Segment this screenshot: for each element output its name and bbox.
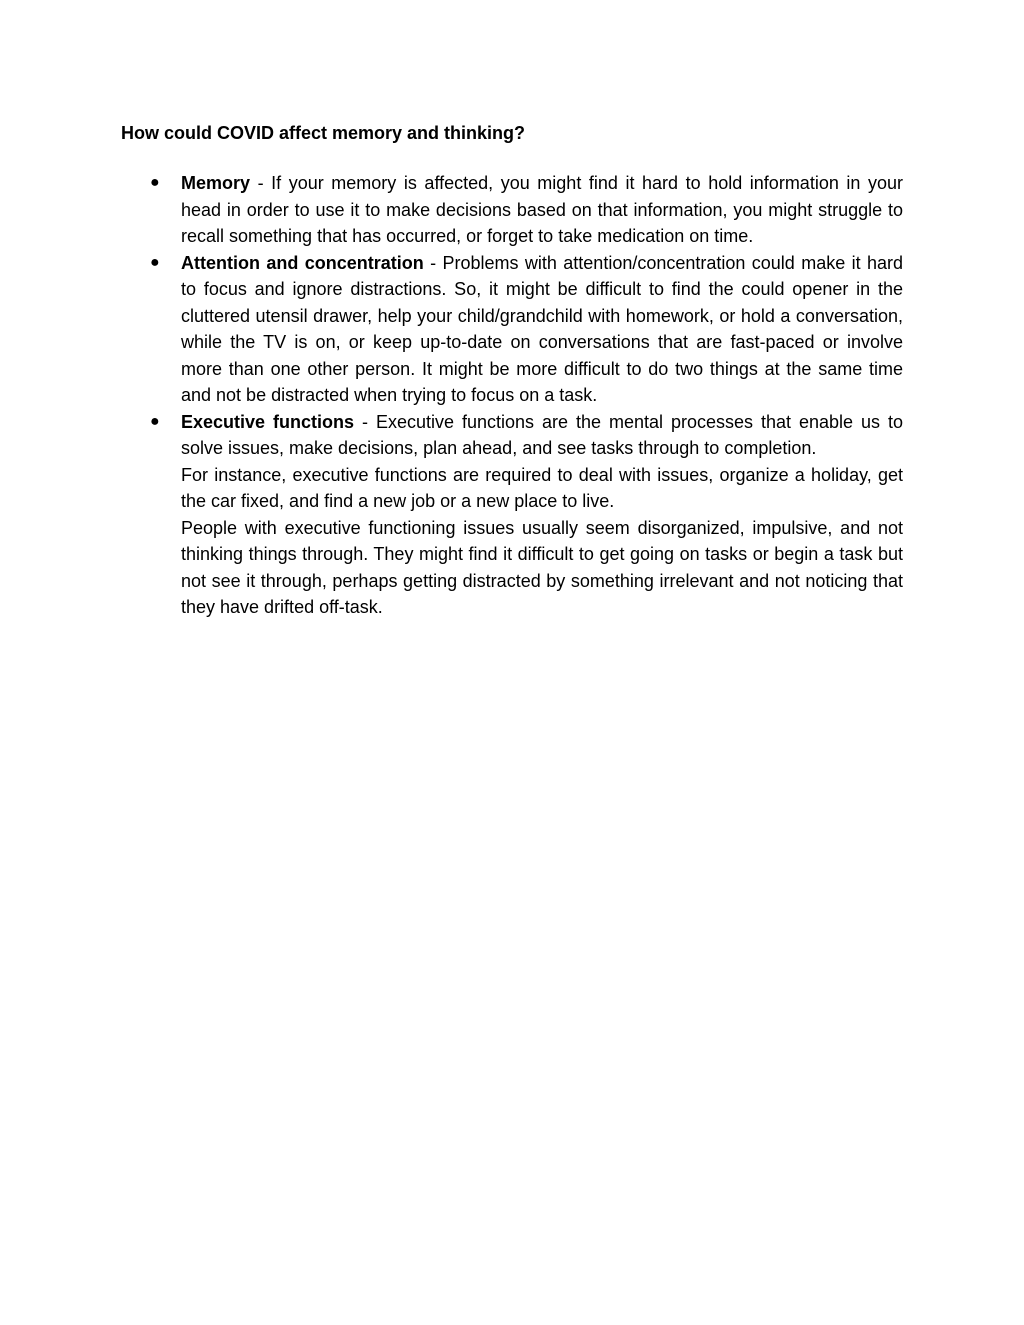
list-item-paragraph: For instance, executive functions are required to deal with issues, organize a holiday, get the car fixed, and find a new job or a new place to live.	[181, 464, 903, 511]
page-heading: How could COVID affect memory and thinking?	[121, 123, 526, 143]
list-item-term: Attention and concentration	[181, 252, 424, 273]
list-item-text	[181, 409, 903, 462]
list-item-body: - Problems with attention/concentration could make it hard to focus and ignore distractions. So, it might be difficult to find the could opener in the cluttered utensil drawer, help your child/grandchild with homework, or hold a conversation, while the TV is on, or keep up-to-date on conversations that are fast-paced or involve more than one other person. It might be more difficult to do two things at the same time and not be distracted when trying to focus on a task.	[181, 252, 903, 405]
bullet-icon: ●	[150, 253, 160, 271]
list-item-term: Memory	[181, 173, 251, 193]
list-item-text	[181, 170, 903, 250]
list-item-memory	[0, 170, 903, 250]
list-item-body: - Executive functions are the mental processes that enable us to solve issues, make decisions, plan ahead, and see tasks through to completion.	[181, 411, 903, 458]
list-item-text	[181, 250, 903, 409]
bullet-list	[0, 170, 1024, 621]
bullet-icon: ●	[150, 412, 160, 430]
list-item-executive-functions	[0, 409, 903, 621]
list-item-body: - If your memory is affected, you might find it hard to hold information in your head in order to use it to make decisions based on that information, you might struggle to recall something that has occurred, or forget to take medication on time.	[181, 173, 903, 246]
list-item-term: Executive functions	[181, 411, 355, 432]
list-item-attention	[0, 250, 903, 409]
list-item-paragraph: People with executive functioning issues usually seem disorganized, impulsive, and not thinking things through. They might find it difficult to get going on tasks or begin a task but not see it through, perhaps getting distracted by something irrelevant and not noticing that they have drifted off-task.	[181, 517, 903, 617]
bullet-icon: ●	[150, 174, 160, 191]
